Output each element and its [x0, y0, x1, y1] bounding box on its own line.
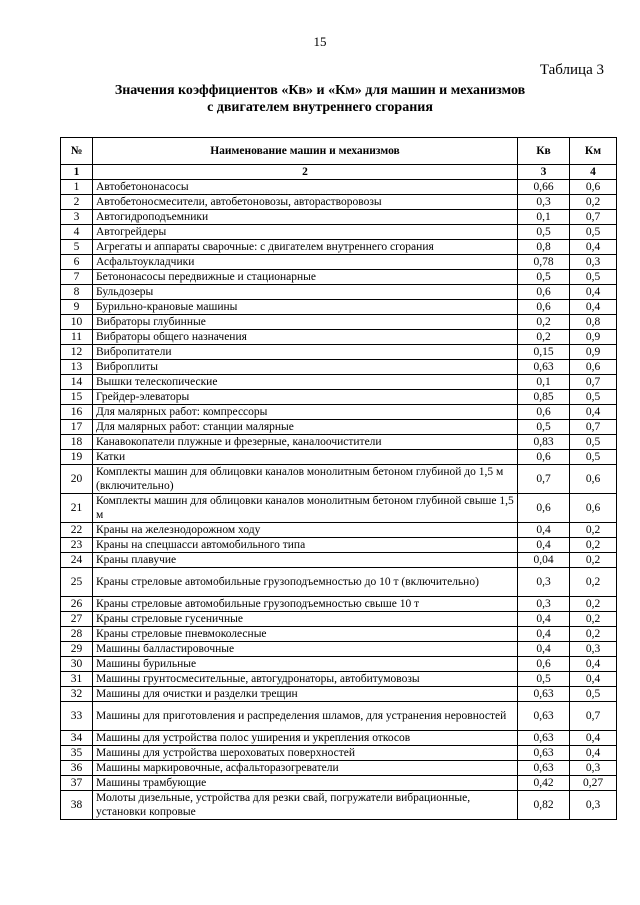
column-number: 1 — [61, 165, 93, 180]
row-km: 0,4 — [570, 240, 617, 255]
row-name: Грейдер-элеваторы — [93, 390, 518, 405]
row-name: Машины бурильные — [93, 657, 518, 672]
table-row — [61, 270, 617, 285]
row-name: Комплекты машин для облицовки каналов монолитным бетоном глубиной до 1,5 м (включительно) — [93, 465, 518, 494]
row-km: 0,5 — [570, 390, 617, 405]
table-title — [0, 82, 640, 116]
table-row — [61, 375, 617, 390]
table-row — [61, 420, 617, 435]
table-row — [61, 642, 617, 657]
row-km: 0,9 — [570, 330, 617, 345]
row-km: 0,9 — [570, 345, 617, 360]
row-number: 6 — [61, 255, 93, 270]
row-number: 34 — [61, 731, 93, 746]
row-name: Автогидроподъемники — [93, 210, 518, 225]
row-km: 0,7 — [570, 702, 617, 731]
row-number: 20 — [61, 465, 93, 494]
row-number: 35 — [61, 746, 93, 761]
table-row — [61, 195, 617, 210]
row-number: 8 — [61, 285, 93, 300]
table-row — [61, 702, 617, 731]
row-name: Машины трамбующие — [93, 776, 518, 791]
row-kv: 0,78 — [518, 255, 570, 270]
row-name: Краны стреловые автомобильные грузоподъемностью до 10 т (включительно) — [93, 568, 518, 597]
table-row — [61, 761, 617, 776]
row-km: 0,2 — [570, 612, 617, 627]
row-number: 4 — [61, 225, 93, 240]
row-kv: 0,1 — [518, 210, 570, 225]
table-row — [61, 791, 617, 820]
row-kv: 0,6 — [518, 285, 570, 300]
row-name: Комплекты машин для облицовки каналов монолитным бетоном глубиной свыше 1,5 м — [93, 494, 518, 523]
row-number: 37 — [61, 776, 93, 791]
row-kv: 0,2 — [518, 315, 570, 330]
row-name: Для малярных работ: компрессоры — [93, 405, 518, 420]
row-kv: 0,85 — [518, 390, 570, 405]
row-km: 0,5 — [570, 270, 617, 285]
row-name: Краны стреловые гусеничные — [93, 612, 518, 627]
row-km: 0,4 — [570, 657, 617, 672]
table-row — [61, 405, 617, 420]
row-kv: 0,15 — [518, 345, 570, 360]
row-name: Бетононасосы передвижные и стационарные — [93, 270, 518, 285]
row-number: 15 — [61, 390, 93, 405]
row-kv: 0,3 — [518, 597, 570, 612]
table-row — [61, 285, 617, 300]
row-kv: 0,63 — [518, 761, 570, 776]
row-km: 0,6 — [570, 494, 617, 523]
row-kv: 0,6 — [518, 657, 570, 672]
table-row — [61, 180, 617, 195]
row-km: 0,4 — [570, 300, 617, 315]
row-kv: 0,6 — [518, 300, 570, 315]
row-km: 0,27 — [570, 776, 617, 791]
row-number: 11 — [61, 330, 93, 345]
row-km: 0,5 — [570, 687, 617, 702]
row-name: Машины маркировочные, асфальторазогреватели — [93, 761, 518, 776]
row-km: 0,3 — [570, 761, 617, 776]
table-row — [61, 390, 617, 405]
row-number: 9 — [61, 300, 93, 315]
column-number: 3 — [518, 165, 570, 180]
row-km: 0,6 — [570, 180, 617, 195]
row-name: Вышки телескопические — [93, 375, 518, 390]
table-row — [61, 300, 617, 315]
row-km: 0,2 — [570, 538, 617, 553]
row-name: Агрегаты и аппараты сварочные: с двигателем внутреннего сгорания — [93, 240, 518, 255]
row-number: 29 — [61, 642, 93, 657]
row-kv: 0,4 — [518, 523, 570, 538]
row-name: Машины грунтосмесительные, автогудронаторы, автобитумовозы — [93, 672, 518, 687]
coefficients-table — [60, 137, 617, 820]
row-number: 32 — [61, 687, 93, 702]
row-kv: 0,6 — [518, 405, 570, 420]
row-name: Краны стреловые пневмоколесные — [93, 627, 518, 642]
row-kv: 0,5 — [518, 672, 570, 687]
row-number: 36 — [61, 761, 93, 776]
table-row — [61, 465, 617, 494]
row-kv: 0,63 — [518, 746, 570, 761]
table-row — [61, 225, 617, 240]
row-number: 33 — [61, 702, 93, 731]
row-name: Катки — [93, 450, 518, 465]
row-km: 0,7 — [570, 210, 617, 225]
table-row — [61, 523, 617, 538]
table-row — [61, 255, 617, 270]
header-num: № — [61, 138, 93, 165]
row-kv: 0,5 — [518, 420, 570, 435]
table-label: Таблица 3 — [539, 62, 604, 78]
row-name: Краны плавучие — [93, 553, 518, 568]
row-kv: 0,63 — [518, 360, 570, 375]
row-kv: 0,8 — [518, 240, 570, 255]
row-name: Бурильно-крановые машины — [93, 300, 518, 315]
row-name: Вибропитатели — [93, 345, 518, 360]
row-kv: 0,04 — [518, 553, 570, 568]
row-km: 0,4 — [570, 285, 617, 300]
row-km: 0,3 — [570, 791, 617, 820]
column-number: 2 — [93, 165, 518, 180]
row-kv: 0,3 — [518, 568, 570, 597]
row-number: 21 — [61, 494, 93, 523]
row-kv: 0,4 — [518, 627, 570, 642]
table-row — [61, 597, 617, 612]
row-km: 0,5 — [570, 450, 617, 465]
row-name: Краны на железнодорожном ходу — [93, 523, 518, 538]
column-numbers-row — [61, 165, 617, 180]
table-row — [61, 240, 617, 255]
table-row — [61, 450, 617, 465]
table-row — [61, 435, 617, 450]
row-kv: 0,7 — [518, 465, 570, 494]
row-number: 23 — [61, 538, 93, 553]
row-kv: 0,42 — [518, 776, 570, 791]
row-kv: 0,4 — [518, 612, 570, 627]
table-row — [61, 746, 617, 761]
row-kv: 0,63 — [518, 687, 570, 702]
row-name: Автобетоносмесители, автобетоновозы, авторастворовозы — [93, 195, 518, 210]
row-km: 0,8 — [570, 315, 617, 330]
row-km: 0,4 — [570, 746, 617, 761]
page-number: 15 — [313, 34, 327, 49]
row-kv: 0,83 — [518, 435, 570, 450]
row-name: Молоты дизельные, устройства для резки свай, погружатели вибрационные, установки копровые — [93, 791, 518, 820]
table-row — [61, 345, 617, 360]
table-row — [61, 627, 617, 642]
row-name: Краны стреловые автомобильные грузоподъемностью свыше 10 т — [93, 597, 518, 612]
row-name: Вибраторы общего назначения — [93, 330, 518, 345]
row-name: Машины балластировочные — [93, 642, 518, 657]
row-number: 18 — [61, 435, 93, 450]
row-km: 0,4 — [570, 405, 617, 420]
row-kv: 0,3 — [518, 195, 570, 210]
row-number: 27 — [61, 612, 93, 627]
row-kv: 0,2 — [518, 330, 570, 345]
table-row — [61, 776, 617, 791]
header-km: Км — [570, 138, 617, 165]
row-km: 0,7 — [570, 420, 617, 435]
row-number: 19 — [61, 450, 93, 465]
row-name: Машины для устройства шероховатых поверхностей — [93, 746, 518, 761]
header-row — [61, 138, 617, 165]
row-kv: 0,5 — [518, 270, 570, 285]
column-number: 4 — [570, 165, 617, 180]
row-number: 28 — [61, 627, 93, 642]
row-number: 24 — [61, 553, 93, 568]
row-km: 0,6 — [570, 465, 617, 494]
table-row — [61, 568, 617, 597]
row-number: 5 — [61, 240, 93, 255]
row-kv: 0,82 — [518, 791, 570, 820]
row-number: 22 — [61, 523, 93, 538]
table-row — [61, 360, 617, 375]
row-km: 0,6 — [570, 360, 617, 375]
row-kv: 0,66 — [518, 180, 570, 195]
row-name: Машины для очистки и разделки трещин — [93, 687, 518, 702]
table-row — [61, 687, 617, 702]
row-km: 0,4 — [570, 731, 617, 746]
row-name: Машины для приготовления и распределения шламов, для устранения неровностей — [93, 702, 518, 731]
row-km: 0,3 — [570, 642, 617, 657]
row-name: Канавокопатели плужные и фрезерные, каналоочистители — [93, 435, 518, 450]
row-km: 0,4 — [570, 672, 617, 687]
row-km: 0,7 — [570, 375, 617, 390]
row-name: Виброплиты — [93, 360, 518, 375]
row-km: 0,2 — [570, 597, 617, 612]
title-line-1: Значения коэффициентов «Кв» и «Км» для машин и механизмов — [114, 83, 526, 98]
row-number: 7 — [61, 270, 93, 285]
table-row — [61, 210, 617, 225]
row-km: 0,5 — [570, 435, 617, 450]
row-kv: 0,4 — [518, 538, 570, 553]
row-kv: 0,6 — [518, 450, 570, 465]
row-number: 13 — [61, 360, 93, 375]
table-row — [61, 657, 617, 672]
table-row — [61, 672, 617, 687]
row-name: Краны на спецшасси автомобильного типа — [93, 538, 518, 553]
row-name: Асфальтоукладчики — [93, 255, 518, 270]
row-number: 30 — [61, 657, 93, 672]
row-name: Автобетононасосы — [93, 180, 518, 195]
row-kv: 0,5 — [518, 225, 570, 240]
row-number: 16 — [61, 405, 93, 420]
row-number: 25 — [61, 568, 93, 597]
row-kv: 0,4 — [518, 642, 570, 657]
table-row — [61, 553, 617, 568]
row-name: Бульдозеры — [93, 285, 518, 300]
row-number: 31 — [61, 672, 93, 687]
row-name: Вибраторы глубинные — [93, 315, 518, 330]
row-name: Машины для устройства полос уширения и укрепления откосов — [93, 731, 518, 746]
row-number: 1 — [61, 180, 93, 195]
row-km: 0,5 — [570, 225, 617, 240]
header-name: Наименование машин и механизмов — [93, 138, 518, 165]
row-number: 12 — [61, 345, 93, 360]
row-km: 0,2 — [570, 523, 617, 538]
table-row — [61, 612, 617, 627]
row-number: 10 — [61, 315, 93, 330]
row-number: 38 — [61, 791, 93, 820]
table-row — [61, 538, 617, 553]
row-kv: 0,6 — [518, 494, 570, 523]
header-kv: Кв — [518, 138, 570, 165]
table-row — [61, 315, 617, 330]
row-kv: 0,63 — [518, 702, 570, 731]
row-km: 0,3 — [570, 255, 617, 270]
title-line-2: с двигателем внутреннего сгорания — [207, 100, 433, 115]
row-km: 0,2 — [570, 553, 617, 568]
row-number: 3 — [61, 210, 93, 225]
row-number: 17 — [61, 420, 93, 435]
row-km: 0,2 — [570, 568, 617, 597]
row-name: Для малярных работ: станции малярные — [93, 420, 518, 435]
table-row — [61, 330, 617, 345]
row-number: 2 — [61, 195, 93, 210]
row-number: 14 — [61, 375, 93, 390]
row-km: 0,2 — [570, 195, 617, 210]
row-kv: 0,1 — [518, 375, 570, 390]
row-number: 26 — [61, 597, 93, 612]
row-kv: 0,63 — [518, 731, 570, 746]
table-body — [61, 180, 617, 820]
row-name: Автогрейдеры — [93, 225, 518, 240]
table-row — [61, 494, 617, 523]
row-km: 0,2 — [570, 627, 617, 642]
table-row — [61, 731, 617, 746]
